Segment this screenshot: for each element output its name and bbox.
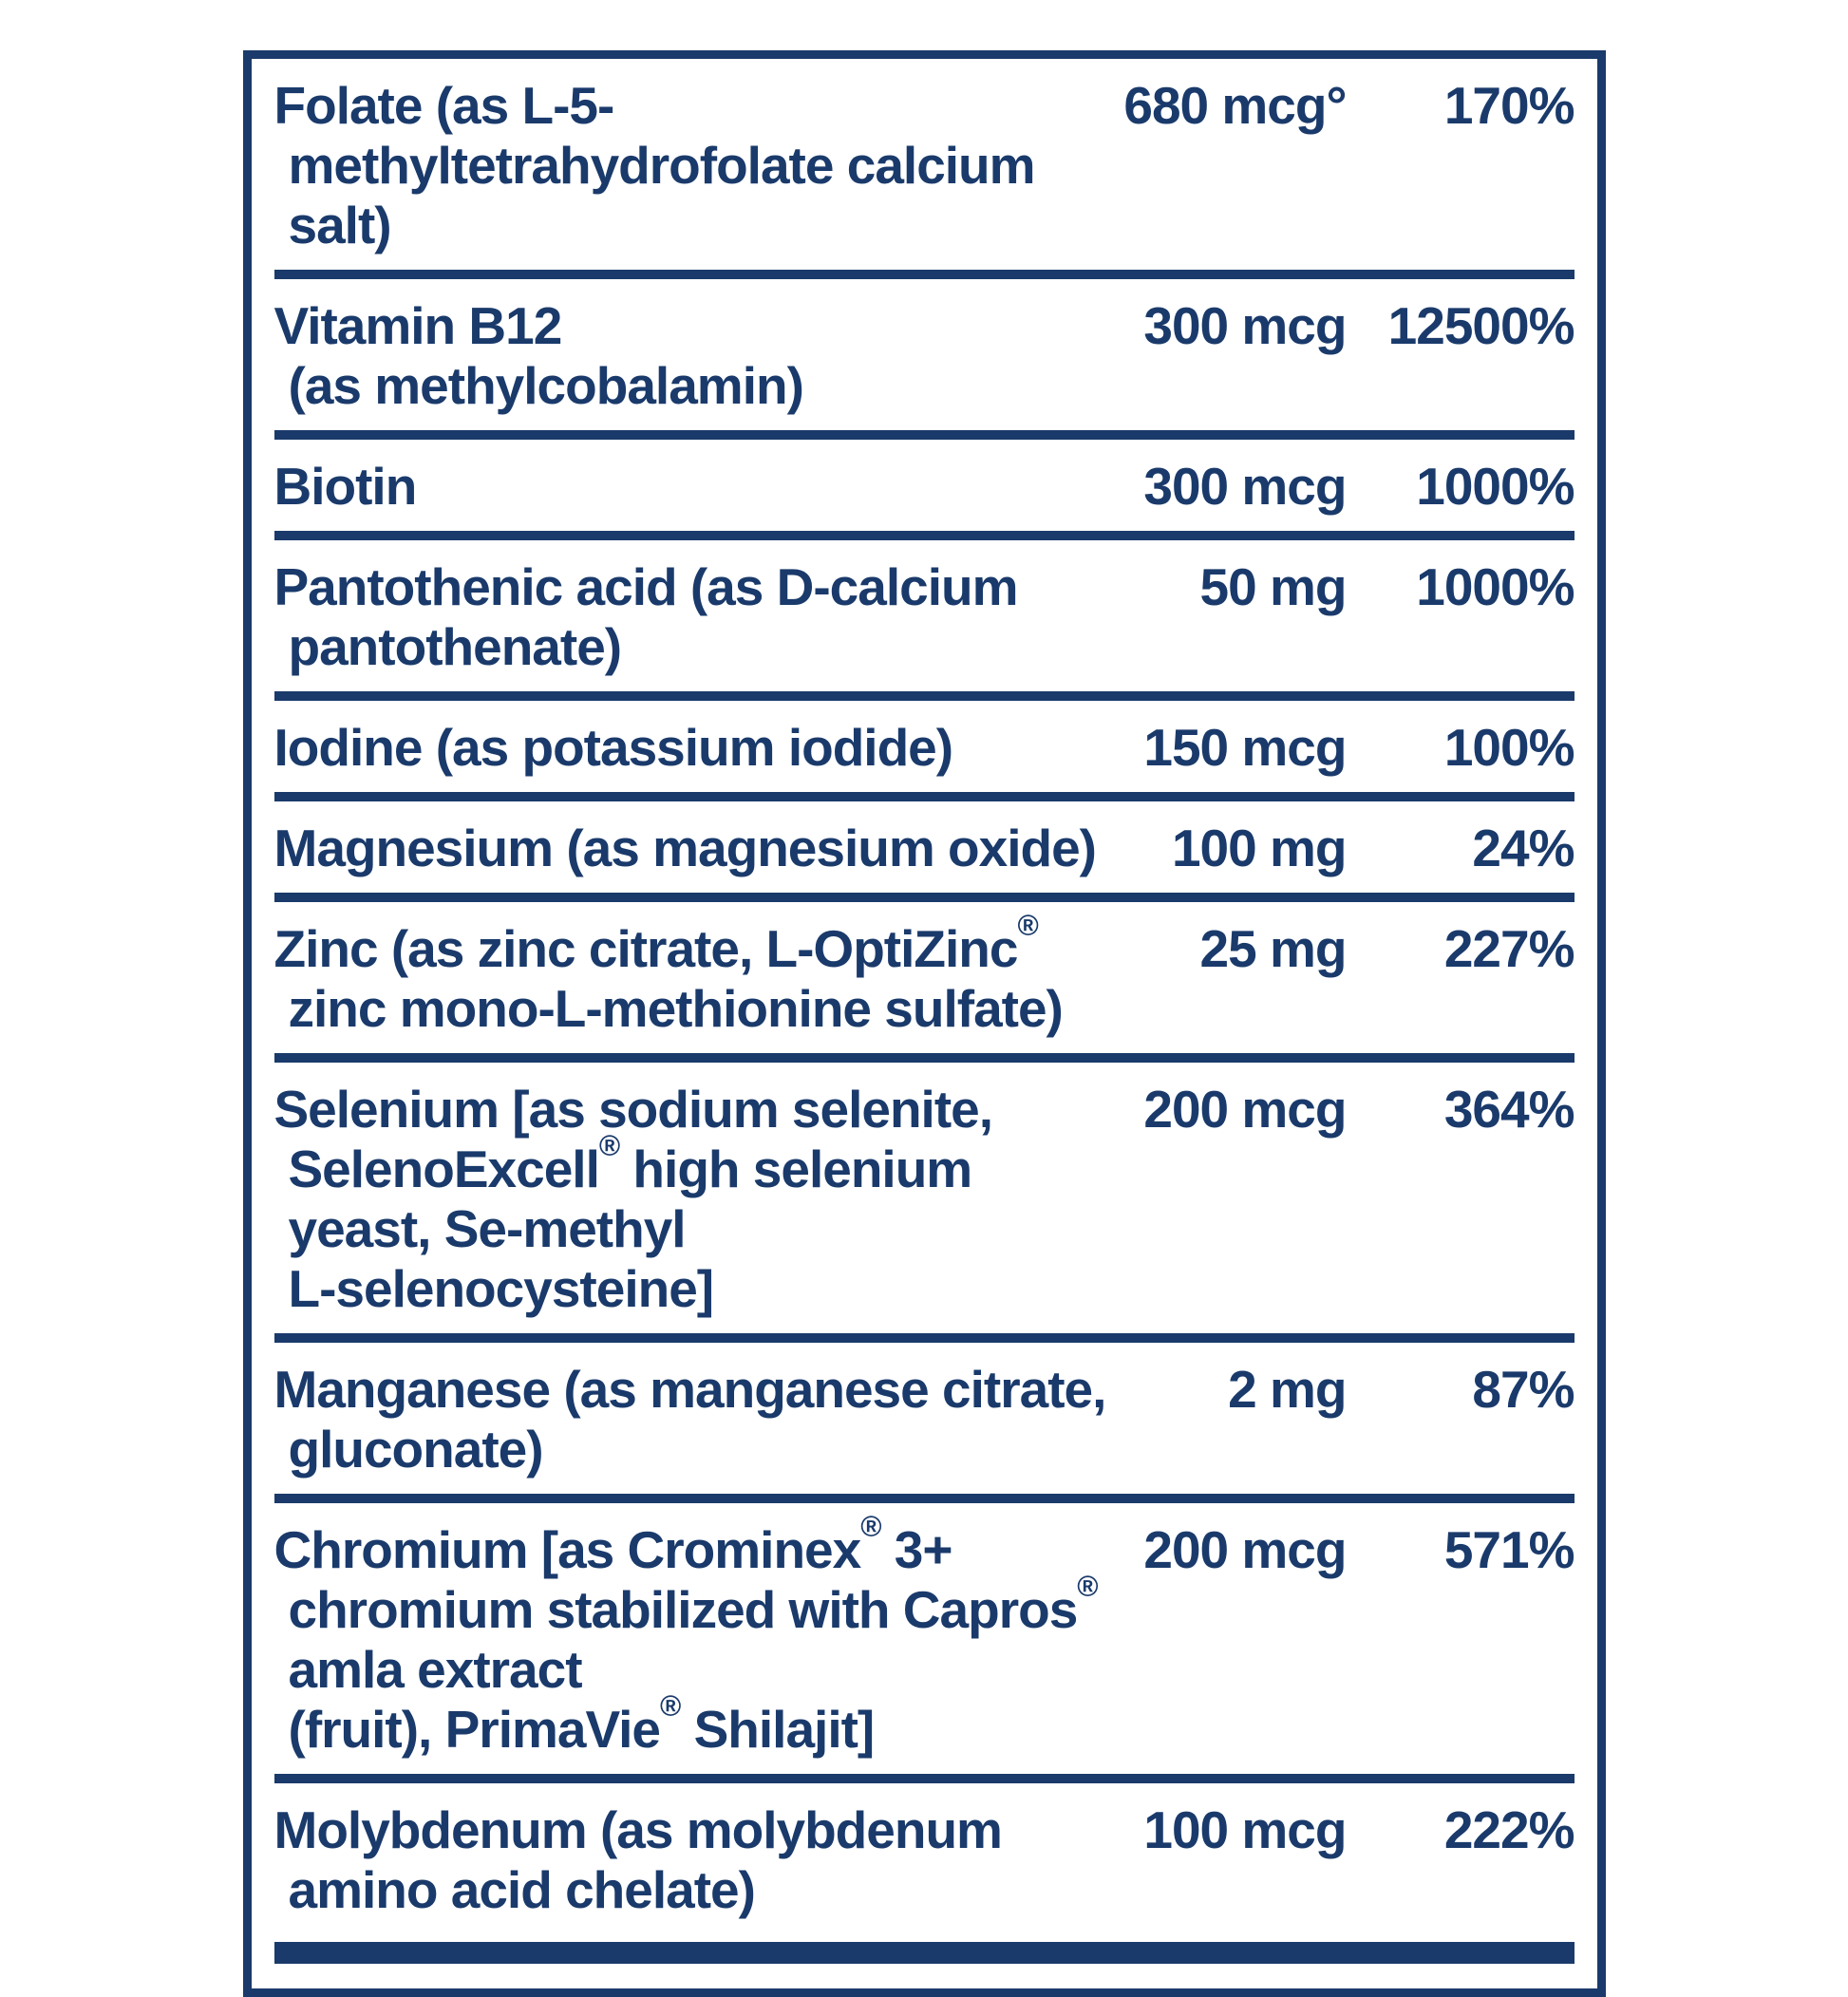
ingredient-name-line: chromium stabilized with Capros® amla extract [288, 1572, 1098, 1699]
ingredient-name [274, 457, 1109, 517]
ingredient-name [274, 718, 1109, 778]
ingredient-name-line: Manganese (as manganese citrate, [273, 1360, 1106, 1419]
ingredient-daily-value: 1000% [1416, 457, 1575, 516]
ingredient-name [274, 76, 1109, 255]
ingredient-row [274, 1343, 1575, 1494]
registered-mark: ® [660, 1691, 681, 1724]
ingredient-amount: 100 mg [1171, 819, 1347, 877]
ingredient-daily-value: 87% [1472, 1360, 1575, 1419]
ingredient-amount: 680 mcg° [1123, 76, 1347, 135]
row-divider [274, 270, 1575, 279]
ingredient-row [274, 801, 1575, 893]
ingredient-amount: 200 mcg [1143, 1080, 1347, 1139]
ingredient-name [274, 1800, 1109, 1920]
ingredient-name-line: Iodine (as potassium iodide) [273, 718, 953, 777]
ingredient-row [274, 1783, 1575, 1934]
ingredient-row [274, 279, 1575, 430]
ingredient-row [274, 540, 1575, 691]
ingredient-name-line: amino acid chelate) [288, 1860, 755, 1919]
registered-mark: ® [1017, 911, 1038, 943]
ingredient-daily-value: 571% [1443, 1520, 1575, 1579]
ingredient-amount: 25 mg [1199, 919, 1347, 978]
row-divider [274, 691, 1575, 701]
ingredient-name [273, 911, 1109, 1039]
row-divider [274, 893, 1575, 902]
ingredient-daily-value: 222% [1443, 1800, 1575, 1859]
ingredient-name-line: Magnesium (as magnesium oxide) [273, 819, 1096, 877]
ingredient-daily-value: 364% [1443, 1080, 1575, 1139]
ingredient-name-line: zinc mono-L-methionine sulfate) [288, 979, 1063, 1038]
panel-end-bar [274, 1942, 1575, 1964]
ingredient-name-line: pantothenate) [288, 617, 622, 676]
ingredient-row [274, 1063, 1575, 1333]
ingredient-name-line: Folate (as L-5- [273, 76, 614, 135]
ingredient-row [274, 1503, 1575, 1774]
ingredient-amount: 2 mg [1228, 1360, 1347, 1419]
ingredient-name-line: Vitamin B12 [273, 296, 562, 355]
ingredient-name-line: methyltetrahydrofolate calcium salt) [288, 136, 1035, 254]
row-divider [274, 1774, 1575, 1783]
ingredient-name [274, 557, 1109, 677]
row-divider [274, 531, 1575, 540]
ingredient-row [274, 59, 1575, 270]
ingredient-name-line: gluconate) [288, 1420, 543, 1479]
ingredient-daily-value: 12500% [1387, 296, 1575, 355]
row-divider [274, 1333, 1575, 1343]
registered-mark: ® [860, 1512, 881, 1544]
registered-mark: ® [1077, 1572, 1098, 1604]
ingredient-name-line: Chromium [as Crominex® 3+ [273, 1512, 952, 1579]
ingredient-row [274, 440, 1575, 531]
ingredient-name-line: L-selenocysteine] [288, 1259, 714, 1318]
ingredient-name-line: Selenium [as sodium selenite, [273, 1080, 993, 1139]
ingredient-name [274, 1080, 1109, 1319]
row-divider [274, 1494, 1575, 1503]
ingredient-amount: 100 mcg [1143, 1800, 1347, 1859]
ingredient-daily-value: 227% [1443, 919, 1575, 978]
ingredient-name-line: Biotin [273, 457, 417, 516]
ingredient-name-line: SelenoExcell® high selenium yeast, Se-methyl [288, 1131, 972, 1258]
row-divider [274, 792, 1575, 801]
ingredient-daily-value: 24% [1472, 819, 1575, 877]
supplement-facts-panel [243, 50, 1606, 1997]
ingredient-name-line: (fruit), PrimaVie® Shilajit] [288, 1691, 875, 1759]
ingredient-name-line: Zinc (as zinc citrate, L-OptiZinc® [273, 911, 1038, 978]
row-divider [274, 430, 1575, 440]
ingredient-amount: 300 mcg [1143, 296, 1347, 355]
ingredient-rows [274, 59, 1575, 1934]
ingredient-row [274, 701, 1575, 792]
ingredient-name-line: (as methylcobalamin) [288, 356, 803, 415]
ingredient-name [274, 819, 1109, 878]
row-divider [274, 1053, 1575, 1063]
ingredient-amount: 200 mcg [1143, 1520, 1347, 1579]
ingredient-daily-value: 170% [1443, 76, 1575, 135]
ingredient-amount: 150 mcg [1143, 718, 1347, 777]
ingredient-amount: 50 mg [1199, 557, 1347, 616]
ingredient-daily-value: 1000% [1416, 557, 1575, 616]
ingredient-name [274, 296, 1109, 416]
ingredient-row [274, 902, 1575, 1053]
ingredient-name-line: Pantothenic acid (as D-calcium [273, 557, 1018, 616]
ingredient-name-line: Molybdenum (as molybdenum [273, 1800, 1002, 1859]
ingredient-name [274, 1360, 1109, 1479]
ingredient-name [273, 1512, 1109, 1760]
registered-mark: ® [598, 1131, 620, 1163]
ingredient-amount: 300 mcg [1143, 457, 1347, 516]
ingredient-daily-value: 100% [1443, 718, 1575, 777]
